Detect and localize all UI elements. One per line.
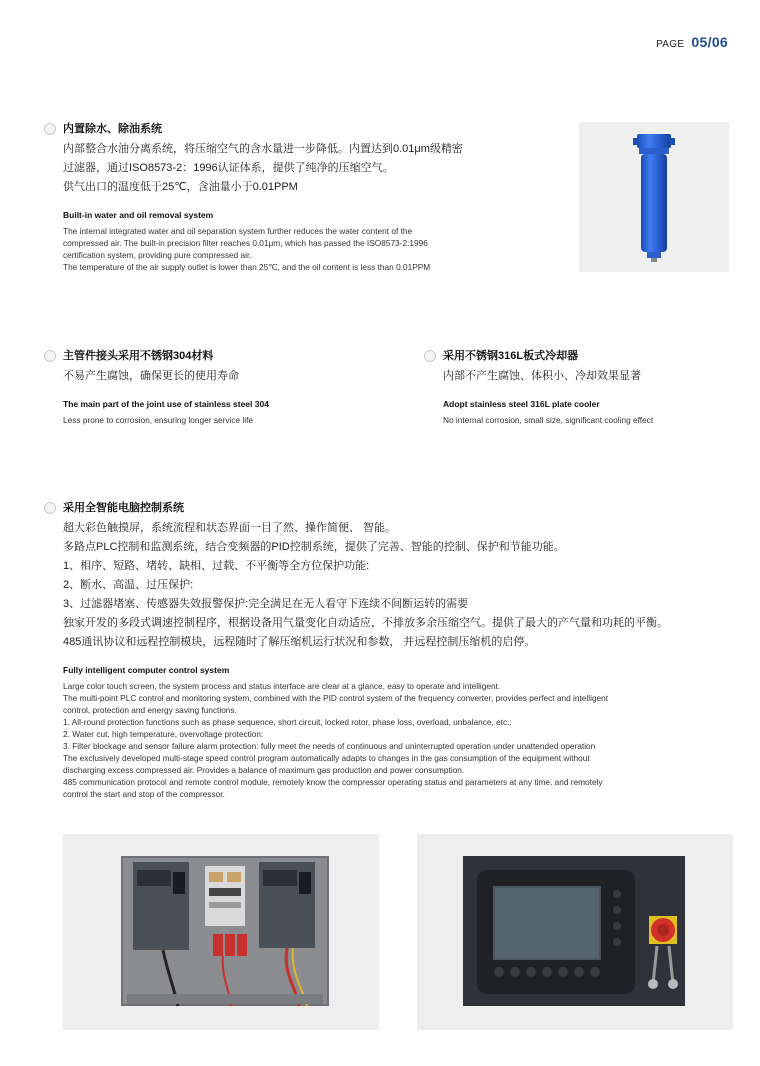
steel304-cn-body: [63, 367, 383, 386]
bullet-icon: [424, 350, 436, 362]
page-current: 05: [691, 34, 708, 50]
cooler316-cn-title: 采用不锈钢316L板式冷却器: [443, 350, 579, 362]
control-section: [63, 501, 733, 800]
control-en-line: The multi-point PLC control and monitoring system, combined with the PID control system of the frequency converter, provides perfect and intelligent: [63, 693, 609, 703]
water-oil-cn-line: 过滤器，通过ISO8573-2：1996认证体系，提供了纯净的压缩空气。: [63, 162, 394, 174]
bullet-icon: [44, 123, 56, 135]
control-cn-title: 采用全智能电脑控制系统: [63, 502, 184, 514]
water-oil-en-line: certification system, providing pure compressed air.: [63, 250, 252, 260]
control-en-line: 2. Water cut, high temperature, overvoltage protection:: [63, 729, 264, 739]
control-cn-line: 1、相序、短路、堵转、缺相、过载、不平衡等全方位保护功能:: [63, 560, 370, 572]
water-oil-cn-body: [63, 140, 533, 197]
control-en-line: 1. All-round protection functions such as phase sequence, short circuit, locked rotor, phase loss, overload, unbalance, etc.:: [63, 717, 512, 727]
water-oil-en-line: The internal integrated water and oil separation system further reduces the water content of the: [63, 226, 413, 236]
cooler316-en-body: [443, 414, 743, 426]
control-en-line: The exclusively developed multi-stage speed control program automatically adapts to changes in the gas consumption of the equipment without: [63, 753, 590, 763]
touch-screen-photo: [417, 834, 733, 1030]
water-oil-section: [63, 122, 533, 273]
control-en-line: discharging excess compressed air. Provides a balance of maximum gas production and power consumption.: [63, 765, 465, 775]
page-number: [656, 34, 728, 50]
cooler316-cn-line: 内部不产生腐蚀、体积小、冷却效果显著: [443, 370, 641, 382]
control-cn-line: 485通讯协议和远程控制模块，远程随时了解压缩机运行状况和参数， 并远程控制压缩机的启停。: [63, 636, 536, 648]
control-cabinet-photo: [63, 834, 379, 1030]
control-cn-body: [63, 519, 733, 652]
water-oil-cn-title: 内置除水、除油系统: [63, 123, 162, 135]
page-total: 06: [711, 34, 728, 50]
steel304-en-body: [63, 414, 383, 426]
steel304-en-title: The main part of the joint use of stainless steel 304: [63, 399, 269, 409]
water-oil-en-title: Built-in water and oil removal system: [63, 210, 214, 220]
filter-image: [579, 122, 729, 272]
control-en-line: 3. Filter blockage and sensor failure alarm protection: fully meet the needs of continuous and uninterrupted operation under unattended operation: [63, 741, 596, 751]
control-cabinet-illustration: [63, 834, 379, 1030]
control-en-line: Large color touch screen, the system process and status interface are clear at a glance, easy to operate and intelligent.: [63, 681, 501, 691]
cooler316-section: [443, 349, 743, 426]
control-en-title: Fully intelligent computer control system: [63, 665, 230, 675]
steel304-en-line: Less prone to corrosion, ensuring longer service life: [63, 415, 254, 425]
cooler316-cn-body: [443, 367, 743, 386]
control-en-line: control the start and stop of the compressor.: [63, 789, 225, 799]
page-separator: /: [707, 34, 712, 50]
page-label: PAGE: [656, 39, 685, 50]
control-cn-line: 2、断水、高温、过压保护:: [63, 579, 194, 591]
control-cn-line: 超大彩色触摸屏，系统流程和状态界面一目了然、操作简便、 智能。: [63, 522, 397, 534]
control-en-line: control, protection and energy saving functions.: [63, 705, 237, 715]
control-en-body: [63, 680, 733, 800]
water-oil-cn-line: 内部整合水油分离系统，将压缩空气的含水量进一步降低。内置达到0.01μm级精密: [63, 143, 463, 155]
control-cn-line: 多路点PLC控制和监测系统，结合变频器的PID控制系统，提供了完善、智能的控制、保护和节能功能。: [63, 541, 565, 553]
bullet-icon: [44, 350, 56, 362]
cooler316-en-title: Adopt stainless steel 316L plate cooler: [443, 399, 600, 409]
steel304-cn-title: 主管件接头采用不锈钢304材料: [63, 350, 214, 362]
control-cn-line: 独家开发的多段式调速控制程序，根据设备用气量变化自动适应，不排放多余压缩空气。提供了最大的产气量和功耗的平衡。: [63, 617, 668, 629]
control-cn-line: 3、过滤器堵塞、传感器失效报警保护:完全满足在无人看守下连续不间断运转的需要: [63, 598, 469, 610]
steel304-cn-line: 不易产生腐蚀，确保更长的使用寿命: [63, 370, 239, 382]
filter-illustration: [579, 122, 729, 272]
touch-screen-illustration: [417, 834, 733, 1030]
cooler316-en-line: No internal corrosion, small size, significant cooling effect: [443, 415, 654, 425]
steel304-section: [63, 349, 383, 426]
bullet-icon: [44, 502, 56, 514]
water-oil-en-line: compressed air. The built-in precision filter reaches 0.01μm, which has passed the ISO8573-2:1996: [63, 238, 428, 248]
control-en-line: 485 communication protocol and remote control module, remotely know the compressor operating status and parameters at any time, and remotely: [63, 777, 603, 787]
water-oil-en-body: [63, 225, 533, 273]
water-oil-cn-line: 供气出口的温度低于25℃，含油量小于0.01PPM: [63, 181, 298, 193]
water-oil-en-line: The temperature of the air supply outlet is lower than 25℃, and the oil content is less than 0.01PPM: [63, 262, 431, 272]
